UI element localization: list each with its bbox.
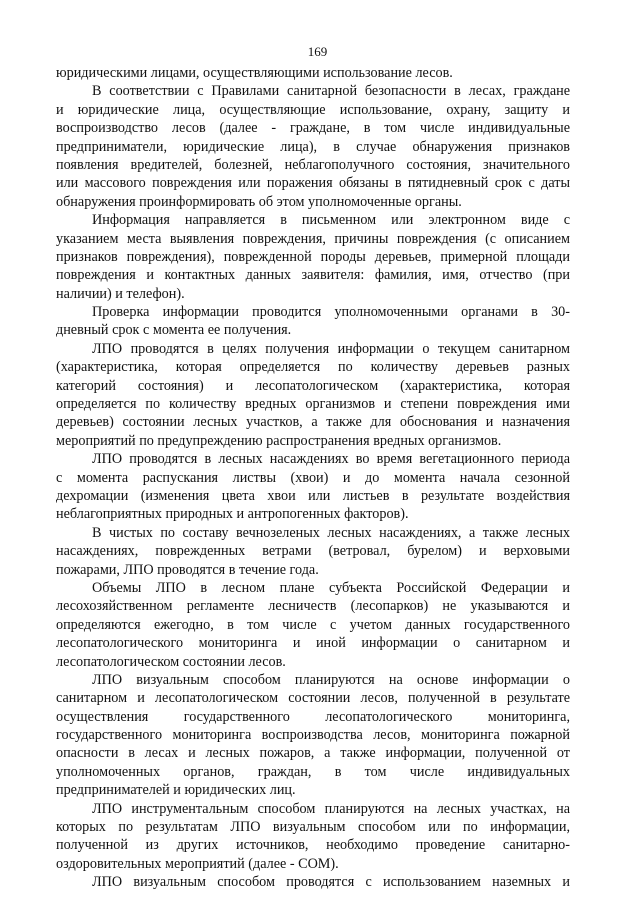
text-line: (характеристика, которая определяется по количеству деревьев разных — [56, 359, 570, 376]
text-line: признаков повреждения), поврежденной породы деревьев, примерной площади — [56, 248, 570, 265]
text-line: ЛПО инструментальным способом планируются на лесных участках, на — [92, 800, 570, 817]
text-line: юридическими лицами, осуществляющими использование лесов. — [56, 65, 453, 81]
paragraph — [56, 873, 570, 891]
text-line: уполномоченных органов, граждан, в том числе индивидуальных — [56, 763, 570, 780]
text-line: Проверка информации проводится уполномоченными органами в 30- — [92, 304, 570, 321]
text-line: ЛПО проводятся в лесных насаждениях во время вегетационного периода — [92, 451, 570, 468]
text-line: мероприятий по предупреждению распространения вредных организмов. — [56, 432, 502, 449]
text-line: с момента распускания листвы (хвои) и до момента начала сезонной — [56, 469, 570, 486]
text-line: пожарами, ЛПО проводятся в течение года. — [56, 561, 319, 578]
text-line: В соответствии с Правилами санитарной безопасности в лесах, граждане — [92, 83, 570, 100]
text-line: ЛПО визуальным способом планируются на основе информации о — [92, 671, 570, 688]
text-line: появления вредителей, болезней, неблагополучного состояния, значительного — [56, 156, 570, 173]
text-line: оздоровительных мероприятий (далее - СОМ). — [56, 855, 339, 872]
text-line: и юридические лица, осуществляющие использование, охрану, защиту и — [56, 101, 570, 118]
text-line: В чистых по составу вечнозеленых лесных насаждениях, а также лесных — [92, 524, 570, 541]
text-line: деревьев) состоянии лесных участков, а также для обоснования и назначения — [56, 414, 570, 431]
text-line: определяются ежегодно, в том числе с учетом данных государственного — [56, 616, 570, 633]
paragraph — [56, 340, 570, 450]
paragraph — [56, 450, 570, 524]
text-line: лесопатологическом состоянии лесов. — [56, 653, 286, 670]
page-number: 169 — [307, 44, 328, 59]
text-line: ЛПО визуальным способом проводятся с использованием наземных и — [92, 874, 570, 891]
text-line: дехромации (изменения цвета хвои или листьев в результате воздействия — [56, 487, 570, 504]
text-line: полученной из других источников, необходимо проведение санитарно- — [56, 837, 570, 854]
paragraph — [56, 303, 570, 340]
paragraph — [56, 64, 570, 82]
text-line: дневный срок с момента ее получения. — [56, 322, 292, 339]
text-line: повреждения и контактных данных заявителя: фамилия, имя, отчество (при — [56, 267, 570, 284]
paragraph — [56, 524, 570, 579]
text-line: неблагоприятных природных и антропогенных факторов). — [56, 506, 409, 523]
text-line: Объемы ЛПО в лесном плане субъекта Российской Федерации и — [92, 579, 570, 596]
text-line: которых по результатам ЛПО визуальным способом или по информации, — [56, 819, 570, 836]
paragraph — [56, 671, 570, 800]
paragraph — [56, 800, 570, 874]
paragraph — [56, 579, 570, 671]
paragraph — [56, 82, 570, 211]
text-line: или массового повреждения или поражения обязаны в пятидневный срок с даты — [56, 175, 570, 192]
text-line: насаждениях, поврежденных ветрами (ветровал, бурелом) и верховыми — [56, 543, 570, 560]
text-line: наличии) и телефон). — [56, 285, 185, 302]
text-line: указанием места выявления повреждения, причины повреждения (с описанием — [56, 230, 570, 247]
text-line: государственного мониторинга воспроизводства лесов, мониторинга пожарной — [56, 727, 570, 744]
text-line: обнаружения проинформировать об этом уполномоченные органы. — [56, 193, 462, 210]
text-line: осуществления государственного лесопатологического мониторинга, — [56, 708, 570, 725]
paragraph — [56, 211, 570, 303]
text-line: лесохозяйственном регламенте лесничеств (лесопарков) не указываются и — [56, 598, 570, 615]
text-line: предпринимателей и юридических лиц. — [56, 782, 296, 799]
document-body — [56, 64, 570, 892]
text-line: предприниматели, юридические лица), в случае обнаружения признаков — [56, 138, 570, 155]
text-line: воспроизводство лесов (далее - граждане, в том числе индивидуальные — [56, 120, 570, 137]
text-line: ЛПО проводятся в целях получения информации о текущем санитарном — [92, 340, 570, 357]
text-line: санитарном и лесопатологическом состоянии лесов, полученной в результате — [56, 690, 570, 707]
text-line: определяется по количеству вредных организмов и степени повреждения ими — [56, 396, 570, 413]
text-line: Информация направляется в письменном или электронном виде с — [92, 212, 570, 229]
text-line: лесопатологического мониторинга и иной информации о санитарном и — [56, 635, 570, 652]
text-line: опасности в лесах и лесных пожаров, а также информации, полученной от — [56, 745, 570, 762]
text-line: категорий состояния) и лесопатологическом (характеристика, которая — [56, 377, 570, 394]
